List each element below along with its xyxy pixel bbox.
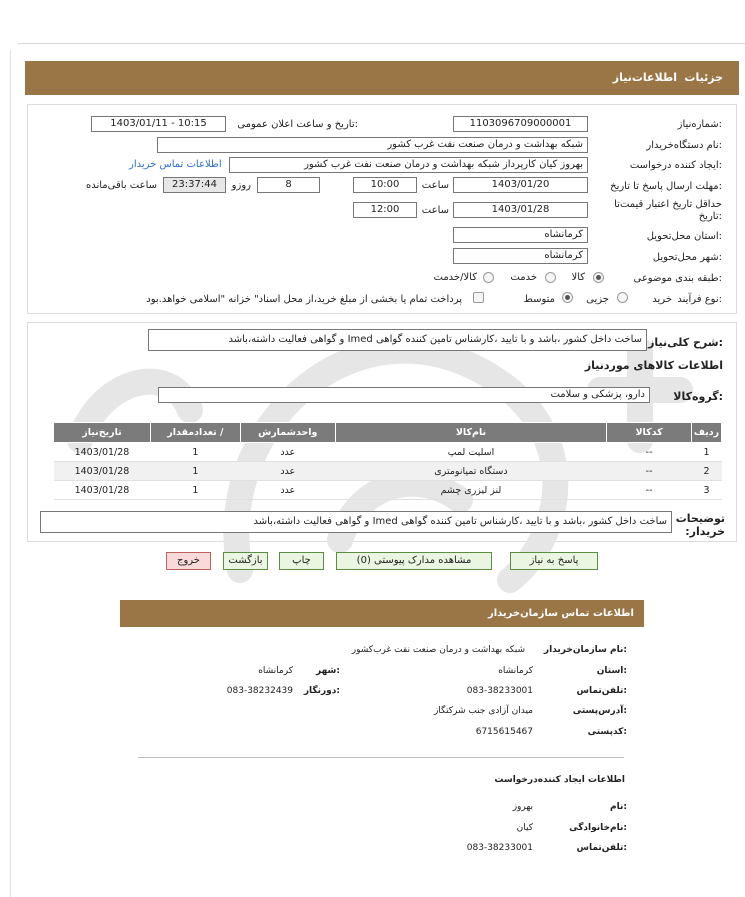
contact-postal: 6715615467 xyxy=(475,727,533,737)
category-service-radio[interactable] xyxy=(545,272,556,283)
cell-code: -- xyxy=(607,443,692,462)
table-row xyxy=(54,462,722,481)
attachments-button[interactable]: مشاهده مدارک پیوستی (0) xyxy=(336,552,492,570)
cell-qty: 1 xyxy=(150,481,240,500)
details-tab[interactable]: جزئیات xyxy=(684,71,723,84)
exit-button[interactable]: خروج xyxy=(166,552,211,570)
requester-family-label: نام‌خانوادگی: xyxy=(569,823,627,833)
requester-phone: 083-38233001 xyxy=(466,843,533,853)
need-number-label: شماره‌نیاز: xyxy=(677,119,722,130)
cell-row: 1 xyxy=(692,443,722,462)
contact-address: میدان آزادی جنب شرکتگاز xyxy=(433,706,533,716)
deadline-time-label: ساعت xyxy=(421,180,449,191)
city-label: شهر محل‌تحویل: xyxy=(652,252,722,263)
col-date: تاریخ‌نیاز xyxy=(54,423,151,443)
requester-name-label: نام: xyxy=(610,802,627,812)
deadline-time-field: 10:00 xyxy=(353,177,417,193)
table-row xyxy=(54,481,722,500)
category-both-label: کالا/خدمت xyxy=(433,272,477,283)
creator-label: ایجاد کننده درخواست: xyxy=(629,160,722,171)
remaining-time-field: 23:37:44 xyxy=(163,177,226,193)
cell-date: 1403/01/28 xyxy=(54,462,151,481)
cell-name: لنز لیزری چشم xyxy=(335,481,606,500)
validity-label: حداقل تاریخ اعتبار قیمت‌تا xyxy=(614,199,722,210)
reply-button[interactable]: پاسخ به نیاز xyxy=(510,552,598,570)
validity-time-label: ساعت xyxy=(421,205,449,216)
contact-org-label: نام سازمان‌خریدار: xyxy=(543,645,627,655)
buyer-notes-label-2: :خریدار xyxy=(685,525,725,538)
contact-city-label: شهر: xyxy=(316,666,340,676)
contact-phone-label: تلفن‌تماس: xyxy=(576,686,627,696)
treasury-checkbox[interactable] xyxy=(473,292,484,303)
buyer-contact-link[interactable]: اطلاعات تماس خریدار xyxy=(129,159,222,170)
days-field: 8 xyxy=(257,177,320,193)
summary-label: شرح کلی‌نیاز: xyxy=(648,336,723,349)
cell-unit: عدد xyxy=(240,462,335,481)
requester-phone-label: تلفن‌تماس: xyxy=(576,843,627,853)
left-divider xyxy=(10,50,11,897)
deadline-date-field: 1403/01/20 xyxy=(453,177,588,193)
cell-name: اسلیت لمپ xyxy=(335,443,606,462)
buyer-notes-label: توضیحات xyxy=(675,512,725,525)
cell-qty: 1 xyxy=(150,462,240,481)
need-info-title: اطلاعات‌نیاز xyxy=(612,71,677,84)
contact-fax: 083-38232439 xyxy=(226,686,293,696)
cell-code: -- xyxy=(607,462,692,481)
col-name: نام‌کالا xyxy=(335,423,606,443)
deadline-label: مهلت ارسال پاسخ تا تاریخ: xyxy=(610,181,722,192)
back-button[interactable]: بازگشت xyxy=(223,552,268,570)
city-field: کرمانشاه xyxy=(453,248,588,264)
buyer-notes-field: ساخت داخل کشور ،باشد و با تایید ،کارشناس تامین کننده گواهی Imed و گواهی فعالیت داشته،باشد xyxy=(40,511,672,533)
announce-field: 1403/01/11 - 10:15 xyxy=(91,116,226,132)
contact-address-label: آدرس‌پستی: xyxy=(572,706,627,716)
requester-family: کیان xyxy=(516,823,533,833)
process-buy-label: خرید xyxy=(652,294,672,305)
validity-label-2: تاریخ: xyxy=(698,211,722,222)
col-row: ردیف xyxy=(692,423,722,443)
section-divider xyxy=(138,757,624,758)
summary-field: ساخت داخل کشور ،باشد و با تایید ،کارشناس تامین کننده گواهی Imed و گواهی فعالیت داشته،باشد xyxy=(148,329,647,351)
creator-field: بهروز کیان کارپرداز شبکه بهداشت و درمان صنعت نفت غرب کشور xyxy=(229,157,588,173)
process-medium-label: متوسط xyxy=(523,294,555,305)
table-header-row xyxy=(54,423,722,443)
col-unit: واحدشمارش xyxy=(240,423,335,443)
page-header xyxy=(25,61,739,95)
province-field: کرمانشاه xyxy=(453,227,588,243)
table-row xyxy=(54,443,722,462)
process-medium-radio[interactable] xyxy=(562,292,573,303)
contact-province-label: استان: xyxy=(596,666,627,676)
validity-date-field: 1403/01/28 xyxy=(453,202,588,218)
category-service-label: خدمت xyxy=(510,272,537,283)
contact-postal-label: کدپستی: xyxy=(587,727,627,737)
need-number-field: 1103096709000001 xyxy=(453,116,588,132)
cell-name: دستگاه تمپانومتری xyxy=(335,462,606,481)
remaining-label: ساعت باقی‌مانده xyxy=(85,180,157,191)
group-label: گروه‌کالا: xyxy=(673,390,723,403)
payment-note: پرداخت تمام یا بخشی از مبلغ خرید،از محل اسناد" خزانه "اسلامی خواهد.بود xyxy=(146,294,462,305)
process-minor-radio[interactable] xyxy=(617,292,628,303)
contact-title: اطلاعات تماس سازمان‌خریدار xyxy=(487,608,634,619)
group-field: دارو، پزشکی و سلامت xyxy=(158,387,650,403)
category-label: طبقه بندی موضوعی: xyxy=(633,273,722,284)
top-divider xyxy=(18,43,745,44)
process-label: نوع فرآیند: xyxy=(677,294,722,305)
buyer-org-field: شبکه بهداشت و درمان صنعت نفت غرب کشور xyxy=(157,137,588,153)
contact-fax-label: دورنگار: xyxy=(303,686,340,696)
cell-code: -- xyxy=(607,481,692,500)
requester-title: اطلاعات ایجاد کننده‌درخواست xyxy=(494,775,625,785)
cell-date: 1403/01/28 xyxy=(54,481,151,500)
cell-row: 3 xyxy=(692,481,722,500)
cell-unit: عدد xyxy=(240,443,335,462)
process-minor-label: جزیی xyxy=(586,294,609,305)
days-label: روزو xyxy=(231,180,251,191)
contact-city: کرمانشاه xyxy=(258,666,293,676)
validity-time-field: 12:00 xyxy=(353,202,417,218)
cell-unit: عدد xyxy=(240,481,335,500)
cell-date: 1403/01/28 xyxy=(54,443,151,462)
col-code: کدکالا xyxy=(607,423,692,443)
print-button[interactable]: چاپ xyxy=(279,552,324,570)
category-goods-label: کالا xyxy=(571,272,585,283)
contact-phone: 083-38233001 xyxy=(466,686,533,696)
buyer-org-label: نام دستگاه‌خریدار: xyxy=(646,140,722,151)
contact-header xyxy=(120,600,644,627)
cell-qty: 1 xyxy=(150,443,240,462)
category-goods-radio[interactable] xyxy=(593,272,604,283)
goods-info-title: اطلاعات کالاهای موردنیاز xyxy=(584,359,723,372)
province-label: استان محل‌تحویل: xyxy=(646,231,722,242)
requester-name: بهروز xyxy=(512,802,533,812)
announce-label: تاریخ و ساعت اعلان عمومی: xyxy=(237,119,358,130)
items-table xyxy=(53,422,722,500)
contact-province: کرمانشاه xyxy=(498,666,533,676)
col-qty: / تعدادمقدار xyxy=(150,423,240,443)
cell-row: 2 xyxy=(692,462,722,481)
category-both-radio[interactable] xyxy=(483,272,494,283)
contact-org: شبکه بهداشت و درمان صنعت نفت غرب‌کشور xyxy=(351,645,525,655)
